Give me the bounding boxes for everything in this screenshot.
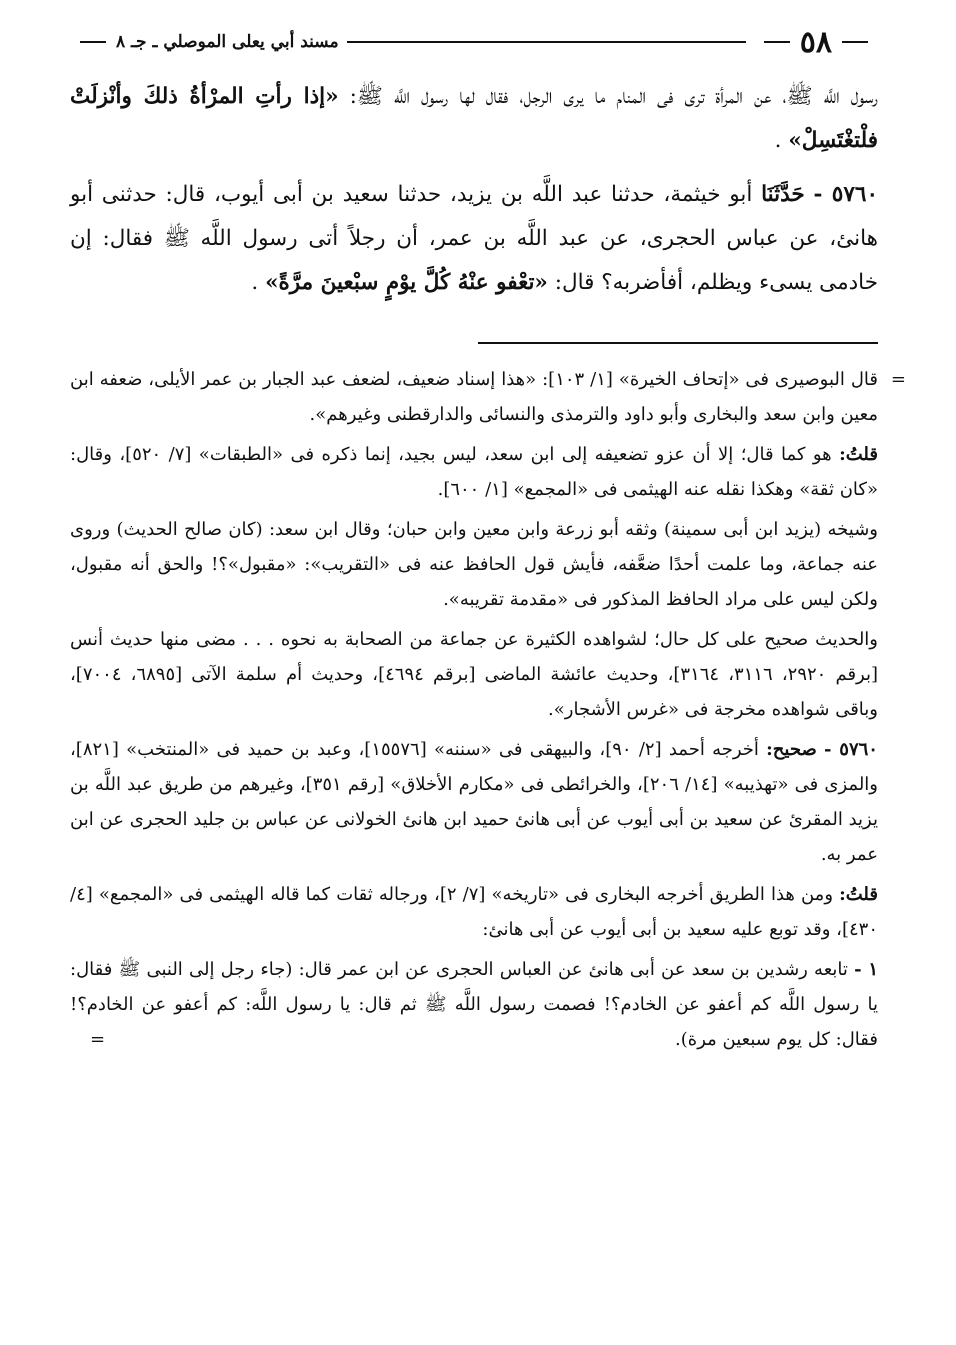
note-paragraph (70, 437, 878, 507)
hadith-lead: حَدَّثَنَا (761, 182, 805, 207)
hadith-continuation (70, 75, 878, 163)
note-lead: ١ - (854, 959, 878, 980)
note-text: هو كما قال؛ إلا أن عزو تضعيفه إلى ابن سعد، ليس بجيد، إنما ذكره فى «الطبقات» [٧/ ٥٢٠]، وقال: «كان ثقة» وهكذا نقله عنه الهيثمى فى «المجمع» [١/ ٦٠٠]. (70, 444, 878, 500)
main-text (70, 75, 878, 305)
note-number: ٥٧٦٠ - (824, 739, 878, 760)
continuation-mark: = (890, 369, 906, 390)
note-paragraph (70, 622, 878, 727)
note-paragraph (70, 512, 878, 617)
note-text: وشيخه (يزيد ابن أبى سمينة) وثقه أبو زرعة وابن معين وابن حبان؛ وقال ابن سعد: (كان صالح الحديث) وروى عنه جماعة، وما علمت أحدًا ضعَّفه، فأيش قول الحافظ عنه فى «التقريب»: «مقبول»؟! والحق أنه مقبول، ولكن ليس على مراد الحافظ المذكور فى «مقدمة تقريبه». (70, 519, 878, 610)
punctuation: . (251, 270, 259, 295)
footnotes (70, 362, 906, 1057)
footnote-separator (478, 342, 878, 344)
header-rule (347, 41, 746, 43)
running-header (70, 22, 878, 62)
note-lead: قلتُ: (839, 884, 878, 905)
paragraph-text: رسول اللَّه ﷺ، عن المرأة ترى فى المنام ما يرى الرجل، فقال لها رسول اللَّه ﷺ: (338, 84, 878, 109)
page-number: ٥٨ (799, 24, 832, 60)
note-text: تابعه رشدين بن سعد عن أبى هانئ عن العباس الحجرى عن ابن عمر قال: (جاء رجل إلى النبى ﷺ فقال: يا رسول اللَّه كم أعفو عن الخادم؟! فصمت رسول اللَّه ﷺ ثم قال: يا رسول اللَّه: كم أعفو عن الخادم؟! فقال: كل يوم سبعين مرة). (70, 959, 878, 1050)
paragraph-text: أبو خيثمة، حدثنا عبد اللَّه بن يزيد، حدثنا سعيد بن أبى أيوب، قال: حدثنى أبو هانئ، عن عباس الحجرى، عن عبد اللَّه بن عمر، أن رجلاً أتى رسول اللَّه ﷺ فقال: إن خادمى يسىء ويظلم، أفأضربه؟ قال: (70, 182, 878, 295)
header-dash (80, 41, 106, 43)
note-paragraph (70, 362, 906, 432)
running-title: مسند أبي يعلى الموصلي ـ جـ ٨ (116, 32, 339, 52)
prophetic-saying: «إذا رأتِ المرْأةُ ذلكَ وأنْزلَتْ فلْتغْتَسِلْ» (70, 84, 878, 153)
note-lead: قلتُ: (839, 444, 878, 465)
note-text: ومن هذا الطريق أخرجه البخارى فى «تاريخه» [٧/ ٢]، ورجاله ثقات كما قاله الهيثمى فى «المجمع» [٤/ ٤٣٠]، وقد توبع عليه سعيد بن أبى أيوب عن أبى هانئ: (70, 884, 878, 940)
continuation-mark: = (90, 1029, 106, 1050)
note-paragraph (70, 877, 878, 947)
note-lead: صحيح: (766, 739, 817, 760)
prophetic-saying: «تعْفو عنْهُ كُلَّ يوْمٍ سبْعينَ مرَّةً» (265, 270, 548, 295)
note-text: والحديث صحيح على كل حال؛ لشواهده الكثيرة عن جماعة من الصحابة به نحوه . . . مضى منها حديث أنس [برقم ٢٩٢٠، ٣١١٦، ٣١٦٤]، وحديث عائشة الماضى [برقم ٤٦٩٤]، وحديث أم سلمة الآتى [٦٨٩٥، ٧٠٠٤]، وباقى شواهده مخرجة فى «غرس الأشجار». (70, 629, 879, 720)
header-dash (764, 41, 790, 43)
header-dash (842, 41, 868, 43)
note-text: قال البوصيرى فى «إتحاف الخيرة» [١/ ١٠٣]: «هذا إسناد ضعيف، لضعف عبد الجبار بن عمر الأيلى، ضعفه ابن معين وابن سعد والبخارى وأبو داود والترمذى والنسائى والدارقطنى وغيرهم». (70, 369, 878, 425)
punctuation: . (774, 128, 782, 153)
hadith-5760 (70, 173, 878, 305)
hadith-number: ٥٧٦٠ - (813, 182, 878, 207)
note-paragraph (70, 952, 878, 1057)
note-paragraph (70, 732, 878, 872)
note-text: أخرجه أحمد [٢/ ٩٠]، والبيهقى فى «سننه» [١٥٥٧٦]، وعبد بن حميد فى «المنتخب» [٨٢١]، والمزى فى «تهذيبه» [١٤/ ٢٠٦]، والخرائطى فى «مكارم الأخلاق» [رقم ٣٥١]، وغيرهم من طريق عبد اللَّه بن يزيد المقرئ عن سعيد بن أبى أيوب عن أبى هانئ حميد ابن هانئ الخولانى عن عباس بن جليد الحجرى عن ابن عمر به. (70, 739, 878, 865)
